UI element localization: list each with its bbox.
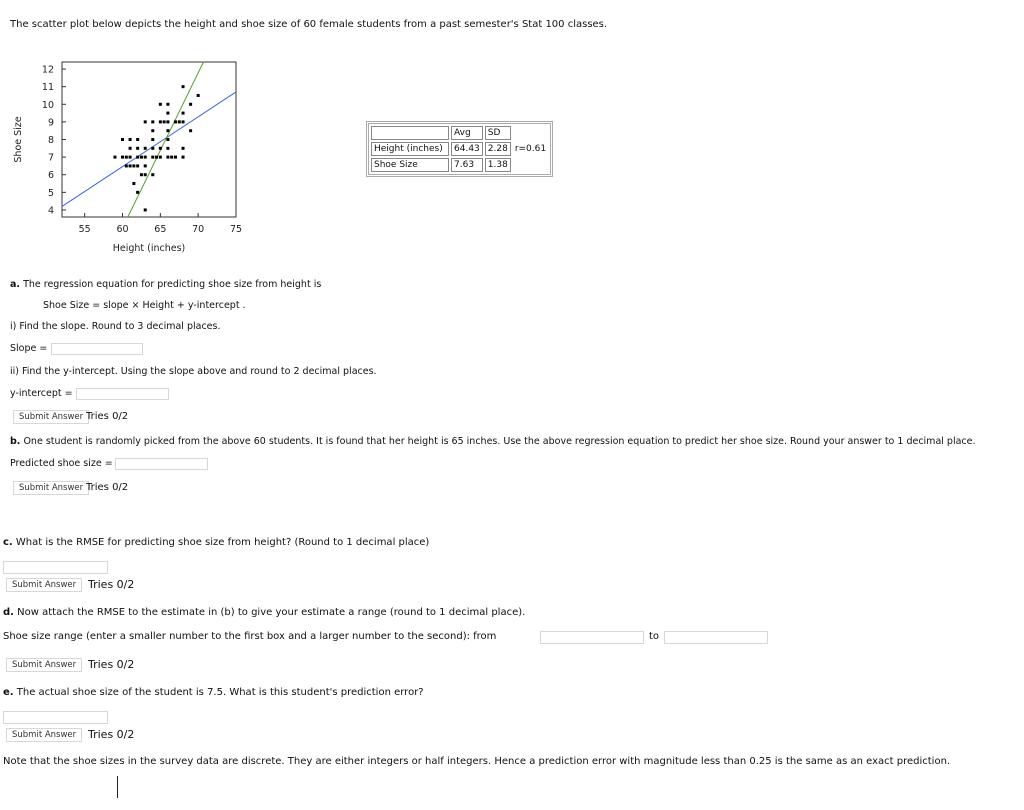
submit-answer-button-a[interactable]: Submit Answer [13,410,89,424]
data-point [121,156,124,159]
data-point [136,164,139,167]
intercept-label: y-intercept = [10,388,73,399]
data-point [166,129,169,132]
stats-cell: 7.63 [451,158,483,172]
data-point [140,173,143,176]
part-c-label: c. [3,537,13,548]
part-c-question [3,537,429,548]
data-point [151,147,154,150]
intro-text: The scatter plot below depicts the height and shoe size of 60 female students from a past semester's Stat 100 classes. [10,19,608,30]
text-cursor [117,776,118,798]
part-e-text: The actual shoe size of the student is 7.5. What is this student's prediction error? [16,687,424,698]
data-point [132,164,135,167]
y-tick-label: 9 [47,117,54,129]
data-point [144,208,147,211]
data-point [197,94,200,97]
regression-line [62,92,236,206]
data-point [182,120,185,123]
data-point [170,156,173,159]
part-a-text: The regression equation for predicting shoe size from height is [23,279,322,290]
intercept-question: ii) Find the y-intercept. Using the slope above and round to 2 decimal places. [10,366,377,377]
tries-counter-e: Tries 0/2 [88,728,135,741]
data-point [144,173,147,176]
data-point [178,120,181,123]
data-point [144,156,147,159]
data-point [166,120,169,123]
submit-answer-button-c[interactable]: Submit Answer [6,578,82,592]
data-point [132,182,135,185]
stats-cell: 2.28 [485,142,511,156]
predicted-shoe-size-input[interactable] [115,458,208,470]
range-from-input[interactable] [540,631,644,644]
regression-equation: Shoe Size = slope × Height + y-intercept . [43,300,246,311]
data-point [166,112,169,115]
x-tick-label: 75 [229,224,243,235]
part-b-label: b. [10,436,21,447]
data-point [182,112,185,115]
tries-counter-d: Tries 0/2 [88,658,135,671]
data-point [129,147,132,150]
part-b-question [10,436,976,447]
slope-question: i) Find the slope. Round to 3 decimal places. [10,321,221,332]
data-point [166,103,169,106]
x-tick-label: 70 [192,224,205,235]
part-e-question [3,687,424,698]
data-point [155,156,158,159]
intercept-input[interactable] [76,388,169,400]
x-axis-label: Height (inches) [112,243,186,254]
y-tick-label: 6 [47,170,54,182]
part-d-text: Now attach the RMSE to the estimate in (b) to give your estimate a range (round to 1 decimal place). [17,607,526,618]
data-point [159,103,162,106]
y-tick-label: 12 [41,64,54,76]
note-text: Note that the shoe sizes in the survey data are discrete. They are either integers or half integers. Hence a prediction error with magnitude less than 0.25 is the same as an exact prediction. [3,756,951,767]
part-d-label: d. [3,607,14,618]
sd-line-line [128,62,204,217]
data-point [159,120,162,123]
rmse-input[interactable] [3,561,108,574]
prediction-error-input[interactable] [3,711,108,724]
data-point [166,138,169,141]
x-tick-label: 65 [154,224,167,235]
data-point [159,156,162,159]
slope-label: Slope = [10,343,48,354]
data-point [136,138,139,141]
data-point [113,156,116,159]
range-to-label: to [649,631,660,642]
data-point [163,120,166,123]
tries-counter-c: Tries 0/2 [88,578,135,591]
y-tick-label: 4 [47,205,54,217]
stats-table [368,123,551,175]
stats-cell: 64.43 [451,142,483,156]
stats-header-empty [371,126,449,140]
y-tick-label: 8 [47,135,54,146]
part-a-question [10,279,321,290]
y-tick-label: 7 [47,152,54,164]
data-point [129,156,132,159]
y-axis-label: Shoe Size [13,116,24,163]
stats-row-label: Height (inches) [371,142,449,156]
data-point [125,156,128,159]
data-point [129,164,132,167]
range-to-input[interactable] [664,631,768,644]
data-point [136,156,139,159]
part-d-question [3,607,525,618]
data-point [166,156,169,159]
data-point [136,191,139,194]
x-tick-label: 60 [116,224,129,235]
data-point [125,164,128,167]
tries-counter-a: Tries 0/2 [86,411,129,422]
plot-frame [62,62,236,217]
data-point [151,129,154,132]
data-point [174,156,177,159]
y-tick-label: 10 [41,99,54,111]
stats-header-avg: Avg [451,126,483,140]
data-point [189,103,192,106]
data-point [182,156,185,159]
submit-answer-button-e[interactable]: Submit Answer [6,728,82,742]
data-point [136,147,139,150]
data-point [151,138,154,141]
data-point [151,173,154,176]
data-point [121,138,124,141]
stats-header-sd: SD [485,126,511,140]
data-point [144,120,147,123]
x-tick-label: 55 [78,224,91,235]
data-point [144,164,147,167]
predicted-shoe-size-label: Predicted shoe size = [10,458,113,469]
data-point [129,138,132,141]
data-point [151,156,154,159]
part-b-text: One student is randomly picked from the above 60 students. It is found that her height is 65 inches. Use the above regression equation to predict her shoe size. Round your answer to 1 decimal place. [23,436,976,447]
part-c-text: What is the RMSE for predicting shoe size from height? (Round to 1 decimal place) [15,537,430,548]
scatter-plot [0,55,250,260]
y-tick-label: 11 [41,82,54,94]
part-a-label: a. [10,279,21,290]
shoe-size-range-label: Shoe size range (enter a smaller number to the first box and a larger number to the second): from [3,631,497,642]
y-tick-label: 5 [47,187,54,199]
stats-cell: 1.38 [485,158,511,172]
data-point [166,147,169,150]
correlation-value: r=0.61 [514,144,547,154]
data-point [174,120,177,123]
data-point [144,147,147,150]
tries-counter-b: Tries 0/2 [86,482,129,493]
stats-table-box [366,121,553,177]
part-e-label: e. [3,687,14,698]
submit-answer-button-b[interactable]: Submit Answer [13,481,89,495]
data-point [159,147,162,150]
stats-row-label: Shoe Size [371,158,449,172]
data-point [182,85,185,88]
data-point [182,147,185,150]
submit-answer-button-d[interactable]: Submit Answer [6,658,82,672]
data-point [151,120,154,123]
slope-input[interactable] [51,343,143,355]
data-point [140,156,143,159]
data-point [189,129,192,132]
